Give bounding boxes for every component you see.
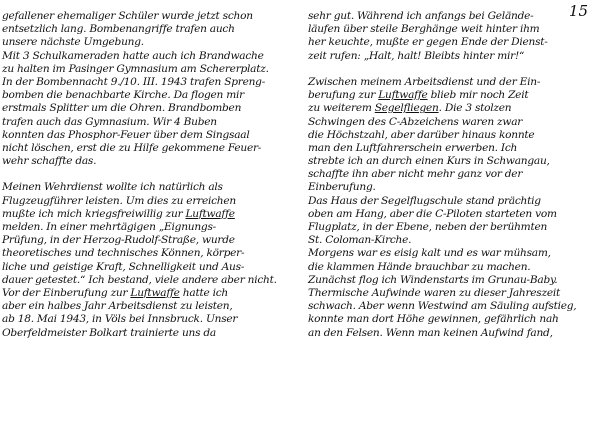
text-line: melden. In einer mehrtägigen „Eignungs-: [2, 221, 216, 233]
text-line: an den Felsen. Wenn man keinen Aufwind fand,: [308, 326, 553, 339]
right-text-column: [308, 10, 594, 340]
underlined-word: Luftwaffe: [130, 286, 180, 299]
underlined-word: Luftwaffe: [378, 89, 428, 102]
text-line: die Höchstzahl, aber darüber hinaus konnte: [308, 128, 535, 141]
text-line: schwach. Aber wenn Westwind am Säuling aufstieg,: [308, 300, 577, 313]
text-line: oben am Hang, aber die C-Piloten starteten vom: [308, 207, 557, 220]
text-line: aber ein halbes Jahr Arbeitsdienst zu leisten,: [2, 300, 233, 313]
text-line: konnten das Phosphor-Feuer über dem Singsaal: [2, 128, 250, 141]
text-line: Zwischen meinem Arbeitsdienst und der Ein-: [308, 75, 541, 88]
left-text-column: [2, 10, 300, 340]
text-line: liche und geistige Kraft, Schnelligkeit und Aus-: [2, 260, 245, 273]
text-line: unsere nächste Umgebung.: [2, 36, 144, 49]
text-line: dauer getestet.“ Ich bestand, viele andere aber nicht.: [2, 273, 277, 286]
text-line: Zunächst flog ich Windenstarts im Grunau-Baby.: [308, 273, 558, 286]
text-line: theoretisches und technisches Können, körper-: [2, 247, 245, 260]
text-line: die klammen Hände brauchbar zu machen.: [308, 260, 531, 273]
text-line: schaffte ihn aber nicht mehr ganz vor der: [308, 168, 523, 181]
text-line: zeit rufen: „Halt, halt! Bleibts hinter mir!“: [308, 49, 525, 62]
text-line: strebte ich an durch einen Kurs in Schwangau,: [308, 155, 550, 168]
text-line: mußte ich mich kriegsfreiwillig zur Luftwaffe: [2, 207, 235, 220]
paragraph-gap: [308, 63, 594, 76]
text-line: Oberfeldmeister Bolkart trainierte uns da: [2, 326, 216, 339]
text-line: gefallener ehemaliger Schüler wurde jetzt schon: [2, 10, 253, 22]
text-line: sehr gut. Während ich anfangs bei Gelände-: [308, 10, 534, 22]
text-line: Morgens war es eisig kalt und es war mühsam,: [308, 247, 551, 260]
text-line: entsetzlich lang. Bombenangriffe trafen auch: [2, 23, 235, 36]
text-line: wehr schaffte das.: [2, 155, 97, 168]
page-number: 15: [568, 2, 588, 20]
text-line: Thermische Aufwinde waren zu dieser Jahreszeit: [308, 286, 560, 299]
text-line: Meinen Wehrdienst wollte ich natürlich als: [2, 181, 223, 194]
text-line: Mit 3 Schulkameraden hatte auch ich Brandwache: [2, 49, 264, 62]
text-line: zu weiterem Segelfliegen. Die 3 stolzen: [308, 102, 512, 115]
text-line: zu halten im Pasinger Gymnasium am Schererplatz.: [2, 62, 269, 75]
text-line: Vor der Einberufung zur Luftwaffe hatte ich: [2, 286, 228, 299]
text-line: läufen über steile Berghänge weit hinter ihm: [308, 23, 540, 36]
text-line: her keuchte, mußte er gegen Ende der Dienst-: [308, 36, 548, 49]
text-line: bomben die benachbarte Kirche. Da flogen mir: [2, 89, 244, 102]
text-line: St. Coloman-Kirche.: [308, 234, 412, 247]
text-line: berufung zur Luftwaffe blieb mir noch Zeit: [308, 89, 529, 102]
text-line: man den Luftfahrerschein erwerben. Ich: [308, 141, 518, 154]
text-line: Das Haus der Segelflugschule stand prächtig: [308, 194, 541, 207]
text-line: In der Bombennacht 9./10. III. 1943 trafen Spreng-: [2, 75, 266, 88]
text-line: Flugplatz, in der Ebene, neben der berühmten: [308, 221, 548, 233]
text-line: trafen auch das Gymnasium. Wir 4 Buben: [2, 115, 217, 128]
underlined-word: Luftwaffe: [185, 207, 235, 220]
text-line: Einberufung.: [308, 181, 376, 194]
paragraph-gap: [2, 168, 300, 181]
text-line: ab 18. Mai 1943, in Völs bei Innsbruck. Unser: [2, 313, 238, 326]
underlined-word: Segelfliegen: [374, 102, 439, 115]
text-line: Prüfung, in der Herzog-Rudolf-Straße, wurde: [2, 234, 235, 247]
text-line: Flugzeugführer leisten. Um dies zu erreichen: [2, 194, 236, 207]
text-line: nicht löschen, erst die zu Hilfe gekommene Feuer-: [2, 141, 262, 154]
text-line: erstmals Splitter um die Ohren. Brandbomben: [2, 102, 242, 115]
text-line: Schwingen des C-Abzeichens waren zwar: [308, 115, 523, 128]
text-line: konnte man dort Höhe gewinnen, gefährlich nah: [308, 313, 559, 326]
